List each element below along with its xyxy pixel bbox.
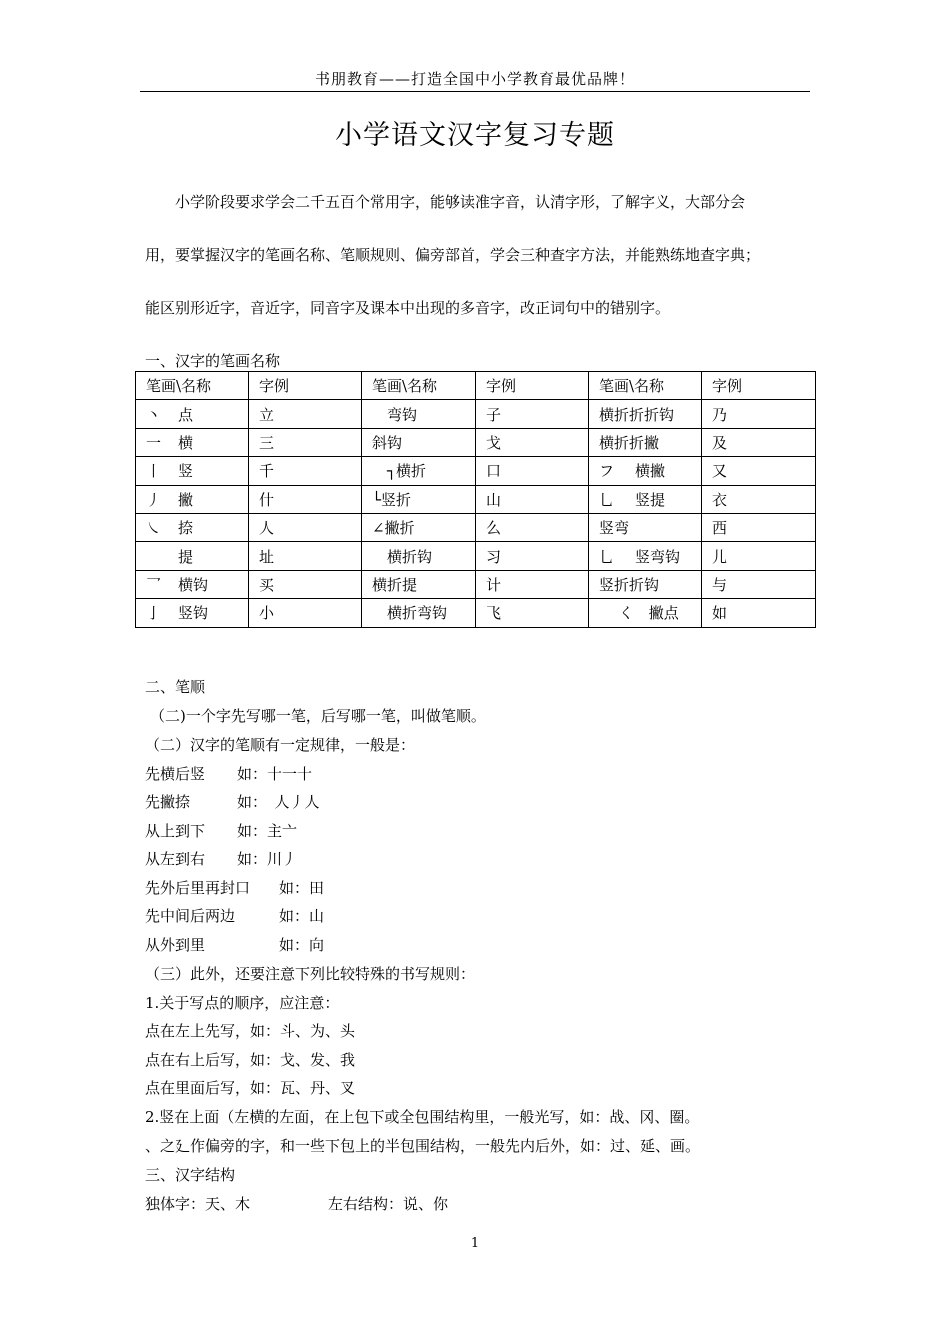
stroke-name-cell <box>136 513 249 541</box>
section2-item2b: 、之廴作偏旁的字，和一些下包上的半包围结构，一般先内后外，如：过、延、画。 <box>145 1137 701 1155</box>
intro-line: 用，要掌握汉字的笔画名称、笔顺规则、偏旁部首，学会三种查字方法，并能熟练地查字典； <box>145 246 761 264</box>
stroke-name: 横撇 <box>635 462 666 481</box>
rule-label: 先横后竖 <box>145 765 206 783</box>
stroke-name: 横折弯钩 <box>372 604 448 623</box>
section2-item1: 1.关于写点的顺序，应注意： <box>145 994 340 1012</box>
stroke-name-cell <box>136 428 249 456</box>
section2-sub3: （三）此外，还要注意下列比较特殊的书写规则： <box>145 965 476 983</box>
example-char-cell: 什 <box>249 485 362 513</box>
stroke-name: 竖弯钩 <box>635 547 681 566</box>
rule-label: 先中间后两边 <box>145 907 236 925</box>
stroke-name-cell <box>589 599 702 627</box>
stroke-name-cell <box>589 400 702 428</box>
stroke-name-cell <box>362 428 476 456</box>
rule-example: 如：山 <box>279 907 325 925</box>
stroke-name: 斜钩 <box>372 433 403 452</box>
table-row <box>136 570 816 598</box>
example-char-cell: 千 <box>249 457 362 485</box>
table-row <box>136 400 816 428</box>
stroke-names-table <box>135 371 816 628</box>
example-char-cell: 小 <box>249 599 362 627</box>
section3-heading: 三、汉字结构 <box>145 1166 236 1184</box>
stroke-name-cell <box>362 400 476 428</box>
rule-example: 如： 人丿人 <box>237 793 320 811</box>
stroke-name: 横钩 <box>178 575 209 594</box>
intro-line: 能区别形近字，音近字，同音字及课本中出现的多音字，改正词句中的错别字。 <box>145 299 671 317</box>
stroke-name-cell <box>589 570 702 598</box>
rule-example: 如：十一十 <box>237 765 313 783</box>
table-row <box>136 513 816 541</box>
example-char-cell: 又 <box>702 457 816 485</box>
stroke-name: 横折折撇 <box>599 433 660 452</box>
stroke-name: └竖折 <box>372 490 412 509</box>
page-number: 1 <box>470 1236 480 1251</box>
stroke-name-cell <box>589 485 702 513</box>
stroke-symbol: フ <box>599 462 615 481</box>
section2-sub1: （二)一个字先写哪一笔，后写哪一笔，叫做笔顺。 <box>150 707 486 725</box>
stroke-name-cell <box>136 542 249 570</box>
stroke-name-cell <box>362 599 476 627</box>
stroke-symbol: 丿 <box>146 490 162 509</box>
example-char-cell: 乃 <box>702 400 816 428</box>
example-char-cell: 计 <box>476 570 589 598</box>
stroke-name-cell <box>589 428 702 456</box>
stroke-symbol: 乚 <box>599 490 615 509</box>
stroke-symbol: ㇏ <box>146 519 162 538</box>
table-header-cell: 笔画\名称 <box>589 372 702 400</box>
example-char-cell: 么 <box>476 513 589 541</box>
stroke-name: ┐横折 <box>372 462 427 481</box>
rule-label: 从上到下 <box>145 822 206 840</box>
stroke-name-cell <box>589 542 702 570</box>
stroke-name-cell <box>136 599 249 627</box>
structure-example-left: 独体字：天、木 <box>145 1195 251 1213</box>
stroke-name-cell <box>589 457 702 485</box>
table-header-row <box>136 372 816 400</box>
rule-label: 从外到里 <box>145 936 206 954</box>
example-char-cell: 买 <box>249 570 362 598</box>
section2-sub2: （二）汉字的笔顺有一定规律，一般是： <box>145 736 416 754</box>
table-row <box>136 428 816 456</box>
stroke-name: 点 <box>178 405 194 424</box>
table-header-cell: 笔画\名称 <box>136 372 249 400</box>
section2-heading: 二、笔顺 <box>145 678 206 696</box>
example-char-cell: 西 <box>702 513 816 541</box>
stroke-name: 横折折折钩 <box>599 405 675 424</box>
rule-example: 如：主亠 <box>237 822 298 840</box>
dot-rule: 点在左上先写，如：斗、为、头 <box>145 1022 356 1040</box>
rule-example: 如：川丿 <box>237 850 298 868</box>
stroke-name: 弯钩 <box>372 405 418 424</box>
table-header-cell: 字例 <box>476 372 589 400</box>
dot-rule: 点在里面后写，如：瓦、丹、叉 <box>145 1079 356 1097</box>
section1-heading: 一、汉字的笔画名称 <box>145 352 281 370</box>
stroke-name-cell <box>136 457 249 485</box>
structure-example-right: 左右结构：说、你 <box>328 1195 449 1213</box>
example-char-cell: 子 <box>476 400 589 428</box>
table-header-cell: 字例 <box>249 372 362 400</box>
stroke-symbol: 乚 <box>599 547 615 566</box>
example-char-cell: 习 <box>476 542 589 570</box>
table-row <box>136 485 816 513</box>
example-char-cell: 山 <box>476 485 589 513</box>
example-char-cell: 衣 <box>702 485 816 513</box>
table-header-cell: 字例 <box>702 372 816 400</box>
stroke-name-cell <box>362 542 476 570</box>
stroke-symbol: 丨 <box>146 462 162 481</box>
table-row <box>136 599 816 627</box>
stroke-name: 竖 <box>178 462 194 481</box>
stroke-name-cell <box>362 513 476 541</box>
example-char-cell: 与 <box>702 570 816 598</box>
rule-example: 如：向 <box>279 936 325 954</box>
stroke-name: 横 <box>178 433 194 452</box>
example-char-cell: 人 <box>249 513 362 541</box>
stroke-name-cell <box>589 513 702 541</box>
example-char-cell: 如 <box>702 599 816 627</box>
example-char-cell: 戈 <box>476 428 589 456</box>
stroke-name: 横折提 <box>372 575 418 594</box>
dot-rule: 点在右上后写，如：戈、发、我 <box>145 1051 356 1069</box>
stroke-name: く 撇点 <box>599 604 679 623</box>
stroke-name: 竖提 <box>635 490 666 509</box>
stroke-name: ∠撇折 <box>372 519 415 538</box>
stroke-name-cell <box>362 457 476 485</box>
table-row <box>136 457 816 485</box>
stroke-name: 撇 <box>178 490 194 509</box>
example-char-cell: 儿 <box>702 542 816 570</box>
header-divider <box>140 91 810 92</box>
stroke-symbol: 亅 <box>146 604 162 623</box>
stroke-symbol: 丶 <box>146 405 162 424</box>
stroke-name-cell <box>362 485 476 513</box>
rule-example: 如：田 <box>279 879 325 897</box>
stroke-name: 竖钩 <box>178 604 209 623</box>
table-header-cell: 笔画\名称 <box>362 372 476 400</box>
page-header: 书朋教育——打造全国中小学教育最优品牌！ <box>314 70 635 88</box>
section2-item2: 2.竖在上面（左横的左面，在上包下或全包围结构里，一般光写，如：战、冈、圈。 <box>145 1108 700 1126</box>
stroke-name: 竖折折钩 <box>599 575 660 594</box>
stroke-name: 提 <box>178 547 194 566</box>
intro-line: 小学阶段要求学会二千五百个常用字，能够读准字音，认清字形，了解字义，大部分会 <box>145 193 746 211</box>
stroke-name-cell <box>136 485 249 513</box>
stroke-name: 捺 <box>178 519 194 538</box>
intro-paragraph <box>145 176 810 335</box>
stroke-name-cell <box>136 570 249 598</box>
example-char-cell: 及 <box>702 428 816 456</box>
rule-label: 先撇捺 <box>145 793 191 811</box>
stroke-name-cell <box>136 400 249 428</box>
example-char-cell: 三 <box>249 428 362 456</box>
rule-label: 先外后里再封口 <box>145 879 251 897</box>
example-char-cell: 立 <box>249 400 362 428</box>
stroke-name: 横折钩 <box>372 547 433 566</box>
stroke-symbol: 一 <box>146 433 162 452</box>
example-char-cell: 口 <box>476 457 589 485</box>
stroke-name-cell <box>362 570 476 598</box>
stroke-symbol: 乛 <box>146 575 162 594</box>
example-char-cell: 址 <box>249 542 362 570</box>
table-row <box>136 542 816 570</box>
example-char-cell: 飞 <box>476 599 589 627</box>
document-title: 小学语文汉字复习专题 <box>335 120 615 151</box>
rule-label: 从左到右 <box>145 850 206 868</box>
stroke-name: 竖弯 <box>599 519 630 538</box>
